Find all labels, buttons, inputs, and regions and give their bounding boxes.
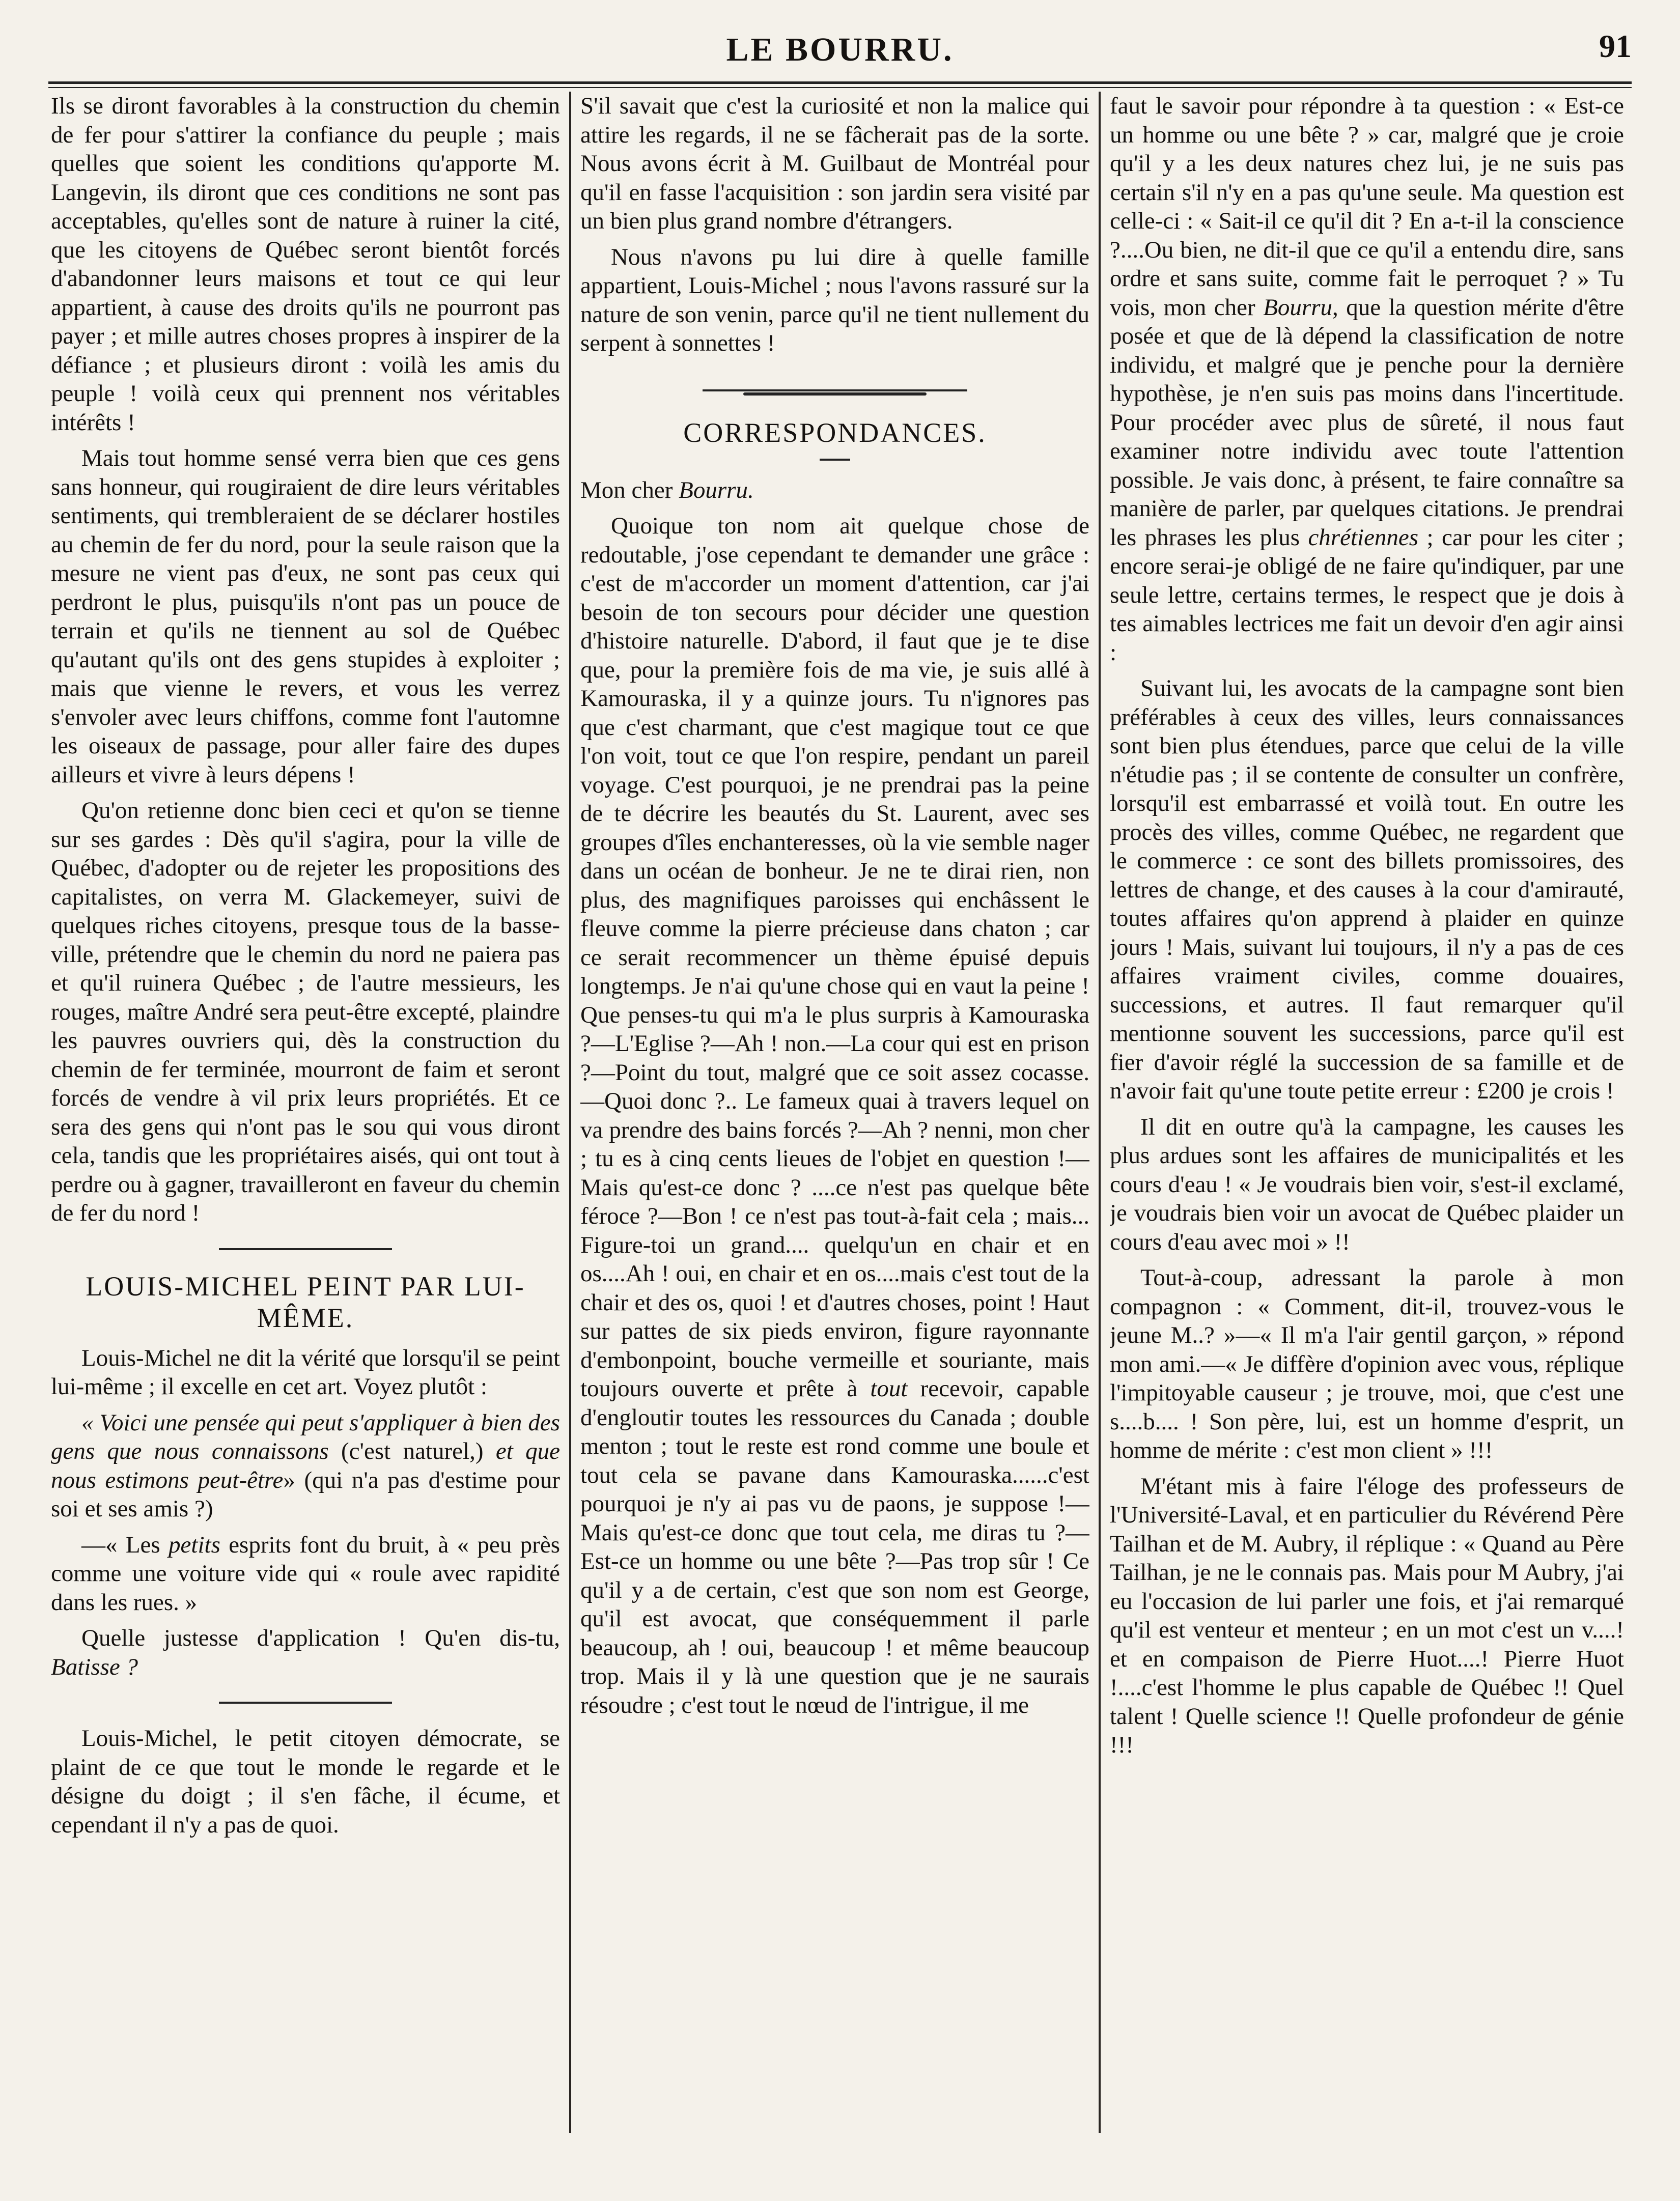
salutation xyxy=(580,476,1089,505)
paragraph: Tout-à-coup, adressant la parole à mon compagnon : « Comment, dit-il, trouvez-vous le jeune M..? »—« Il m'a l'air gentil garçon, » répond mon ami.—« Je diffère d'opinion avec vous, réplique l'impitoyable causeur ; je trouve, moi, que c'est une s....b.... ! Son père, lui, est un homme d'esprit, un homme de mérite : c'est mon client » !!! xyxy=(1110,1264,1624,1463)
text-run: recevoir, capable d'engloutir toutes les ressources du Canada ; double menton ; tout le reste est rond comme une boule et tout cela se pavane dans Kamouraska......c'est pourquoi je n'y ai pas vu de paons, je suppose !—Mais qu'est-ce donc que tout cela, me diras tu ?—Est-ce un homme ou une bête ?—Pas trop sûr ! Ce qu'il y a de certain, c'est que son nom est George, qu'il est avocat, que conséquemment il parle beaucoup, ah ! oui, beaucoup ! et même beaucoup trop. Mais il y là une question que je ne saurais résoudre ; c'est tout le nœud de l'intrigue, il me xyxy=(580,1375,1089,1718)
paragraph: Qu'on retienne donc bien ceci et qu'on se tienne sur ses gardes : Dès qu'il s'agira, pour la ville de Québec, d'adopter ou de rejeter les propositions des capitalistes, on verra M. Glackemeyer, suivi de quelques riches citoyens, presque tous de la basse-ville, prétendre que le chemin du nord ne paiera pas et qu'il ruinera Québec ; de l'autre messieurs, les rouges, maître André sera peut-être excepté, plaindre les pauvres ouvriers qui, dès la construction du chemin de fer terminée, mourront de faim et seront forcés de vendre à vil prix leurs propriétés. Et ce sera des gens qui n'ont pas le sou qui vous diront cela, tandis que les propriétaires aisés, qui ont tout à perdre ou à gagner, travailleront en faveur du chemin de fer du nord ! xyxy=(51,797,560,1226)
addressee: Bourru. xyxy=(679,476,754,503)
paragraph: S'il savait que c'est la curiosité et non la malice qui attire les regards, il ne se fâcherait pas de la sorte. Nous avons écrit à M. Guilbaut de Montréal pour qu'il en fasse l'acquisition : son jardin sera visité par un bien plus grand nombre d'étrangers. xyxy=(580,93,1089,234)
text-run: faut le savoir pour répondre à ta question : « Est-ce un homme ou une bête ? » car, malgré que je croie qu'il y a les deux natures chez lui, je ne suis pas certain s'il n'y en a pas qu'une seule. Ma question est celle-ci : « Sait-il ce qu'il dit ? En a-t-il la conscience ?....Ou bien, ne dit-il que ce qu'il a entendu dire, sans ordre et sans suite, comme fait le perroquet ? » Tu vois, mon cher xyxy=(1110,93,1624,321)
quote-italic: petits xyxy=(169,1531,220,1558)
emphasis: chrétiennes xyxy=(1308,524,1419,551)
emphasis: tout xyxy=(870,1375,908,1402)
text-run: Mon cher xyxy=(580,476,679,503)
quote-text: esprits font du bruit, à « peu près comme une voiture vide qui « roule avec rapidité dans les rues. » xyxy=(51,1531,560,1616)
quote-text: —« Les xyxy=(81,1531,169,1558)
quotation xyxy=(51,1531,560,1617)
text-run: Quelle justesse d'application ! Qu'en dis-tu, xyxy=(81,1625,560,1651)
column-1 xyxy=(51,92,560,2158)
paragraph: Il dit en outre qu'à la campagne, les causes les plus ardues sont les affaires de municipalités et les cours d'eau ! « Je voudrais bien voir, s'est-il exclamé, je voudrais bien voir un avocat de Québec plaider un cours d'eau avec moi » !! xyxy=(1110,1113,1624,1255)
column-divider xyxy=(569,92,571,2133)
paragraph xyxy=(51,1624,560,1681)
paragraph xyxy=(580,512,1089,1719)
section-separator xyxy=(219,1702,392,1704)
header-rule xyxy=(48,81,1632,88)
text-run: , que la question mérite d'être posée et que de là dépend la classification de notre individu, et malgré que je penche pour la dernière hypothèse, je n'en suis pas moins dans l'incertitude. Pour procéder avec plus de sûreté, il nous faut examiner notre individu avec toute l'attention possible. Je vais donc, à présent, te faire connaître sa manière de parler, par quelques citations. Je prendrai les phrases les plus xyxy=(1110,294,1624,551)
emphasis: Bourru xyxy=(1263,294,1332,321)
quote-italic: et que nous estimons peut-être xyxy=(51,1438,560,1493)
quotation xyxy=(51,1408,560,1523)
paragraph: Nous n'avons pu lui dire à quelle famille appartient, Louis-Michel ; nous l'avons rassuré sur la nature de son venin, parce qu'il ne tient nullement du serpent à sonnettes ! xyxy=(580,243,1089,356)
paragraph: Louis-Michel, le petit citoyen démocrate, se plaint de ce que tout le monde le regarde et le désigne du doigt ; il s'en fâche, il écume, et cependant il n'y a pas de quoi. xyxy=(51,1725,560,1838)
article-heading: LOUIS-MICHEL PEINT PAR LUI-MÊME. xyxy=(86,1271,525,1333)
quote-aside: (c'est naturel,) xyxy=(328,1438,496,1464)
heading-dash xyxy=(820,459,850,461)
quote-aside: » (qui n'a pas d'estime pour soi et ses amis ?) xyxy=(51,1466,560,1522)
page-number: 91 xyxy=(1599,28,1632,64)
ornamental-rule xyxy=(703,388,967,397)
paragraph: Louis-Michel ne dit la vérité que lorsqu'il se peint lui-même ; il excelle en cet art. Voyez plutôt : xyxy=(51,1344,560,1400)
paragraph: M'étant mis à faire l'éloge des professeurs de l'Université-Laval, et en particulier du Révérend Père Tailhan et de M. Aubry, il réplique : « Quand au Père Tailhan, je ne le connais pas. Mais pour M Aubry, j'ai eu l'occasion de lui parler une fois, et j'ai remarqué qu'il est venteur et menteur ; en un mot c'est un v....! et en compaison de Pierre Huot....! Pierre Huot !....c'est l'homme le plus capable de Québec !! Quel talent ! Quelle science !! Quelle profondeur de génie !!! xyxy=(1110,1473,1624,1758)
text-run: Quoique ton nom ait quelque chose de redoutable, j'ose cependant te demander une grâce : c'est de m'accorder un moment d'attention, car j'ai besoin de ton secours pour décider une question d'histoire naturelle. D'abord, il faut que je te dise que, pour la première fois de ma vie, je suis allé à Kamouraska, il y a quinze jours. Tu n'ignores pas que c'est charmant, que c'est magique tout ce que l'on voit, tout ce que l'on respire, pendant un pareil voyage. C'est pourquoi, je ne prendrai pas la peine de te décrire les beautés du St. Laurent, avec ses groupes d'îles enchanteresses, où la vie semble nager dans un océan de bonheur. Je ne te dirai rien, non plus, des magnifiques paroisses qui enchâssent le fleuve comme la pierre précieuse dans chaton ; car ce serait recommencer un thème épuisé depuis longtemps. Je n'ai qu'une chose qui en vaut la peine ! Que penses-tu qui m'a le plus surpris à Kamouraska ?—L'Eglise ?—Ah ! non.—La cour qui est en prison ?—Point du tout, malgré que ce soit assez cocasse.—Quoi donc ?.. Le fameux quai à travers lequel on va prendre des bains forcés ?—Ah ? nenni, mon cher ; tu es à cinq cents lieues de l'objet en question !—Mais qu'est-ce donc ? ....ce n'est pas quelque bête féroce ?—Bon ! ce n'est pas tout-à-fait cela ; mais... Figure-toi un grand.... quelqu'un en chair et en os....Ah ! oui, en chair et en os....mais c'est tout de la chair et des os, quoi ! et d'autres choses, point ! Haut sur pattes de six pieds environ, figure rayonnante d'embonpoint, bouche vermeille et souriante, mais toujours ouverte et prête à xyxy=(580,513,1089,1402)
section-separator xyxy=(219,1248,392,1250)
text-run: ; car pour les citer ; encore serai-je obligé de ne faire qu'indiquer, par une seule lettre, certains termes, le respect que je dois à tes aimables lectrices me fait un devoir d'en agir ainsi : xyxy=(1110,524,1624,666)
paragraph: Mais tout homme sensé verra bien que ces gens sans honneur, qui rougiraient de dire leurs véritables sentiments, qui trembleraient de se déclarer hostiles au chemin de fer du nord, pour la seule raison que la mesure ne vient pas d'eux, ne sont pas ceux qui perdront le plus, puisqu'ils n'ont pas un pouce de terrain et qu'ils ne tiennent au sol de Québec qu'autant qu'ils ont des gens stupides à exploiter ; mais que vienne le revers, et vous les verrez s'envoler avec leurs chiffons, comme font l'automne les oiseaux de passage, pour aller faire des dupes ailleurs et vivre à leurs dépens ! xyxy=(51,445,560,788)
page-header xyxy=(48,20,1632,76)
masthead-title: LE BOURRU. xyxy=(726,31,954,68)
paragraph xyxy=(1110,92,1624,667)
paragraph: Suivant lui, les avocats de la campagne sont bien préférables à ceux des villes, leurs connaissances sont bien plus étendues, parce que celui de la ville n'étudie pas ; il se contente de consulter un confrère, lorsqu'il est embarrassé et voilà tout. En outre les procès des villes, comme Québec, ne regardent que le commerce : ce sont des billets promissoires, des lettres de change, et des causes à la cour d'amirauté, toutes affaires qu'on apprend à plaider en quinze jours ! Mais, suivant lui toujours, il n'y a pas de ces affaires vraiment civiles, comme douaires, successions, et autres. Il faut remarquer qu'il mentionne souvent les successions, parce qu'il est fier d'avoir réglé la succession de sa famille et de n'avoir fait qu'une toute petite erreur : £200 je crois ! xyxy=(1110,675,1624,1104)
column-2 xyxy=(580,92,1089,2158)
quote-italic: « Voici une pensée qui peut s'appliquer à bien des gens que nous connaissons xyxy=(51,1409,560,1464)
column-3 xyxy=(1110,92,1624,2158)
section-heading: CORRESPONDANCES. xyxy=(683,417,987,448)
signature-name: Batisse ? xyxy=(51,1653,138,1680)
paragraph: Ils se diront favorables à la construction du chemin de fer pour s'attirer la confiance du peuple ; mais quelles que soient les conditions qu'apporte M. Langevin, ils diront que ces conditions ne sont pas acceptables, qu'elles sont de nature à ruiner la cité, que les citoyens de Québec seront bientôt forcés d'abandonner leurs maisons et tout ce qui leur appartient, à cause des droits qu'ils ne pourront pas payer ; et mille autres choses propres à inspirer de la défiance ; et plusieurs diront : voilà les amis du peuple ! voilà ceux qui prennent nos véritables intérêts ! xyxy=(51,93,560,436)
column-divider xyxy=(1099,92,1101,2133)
